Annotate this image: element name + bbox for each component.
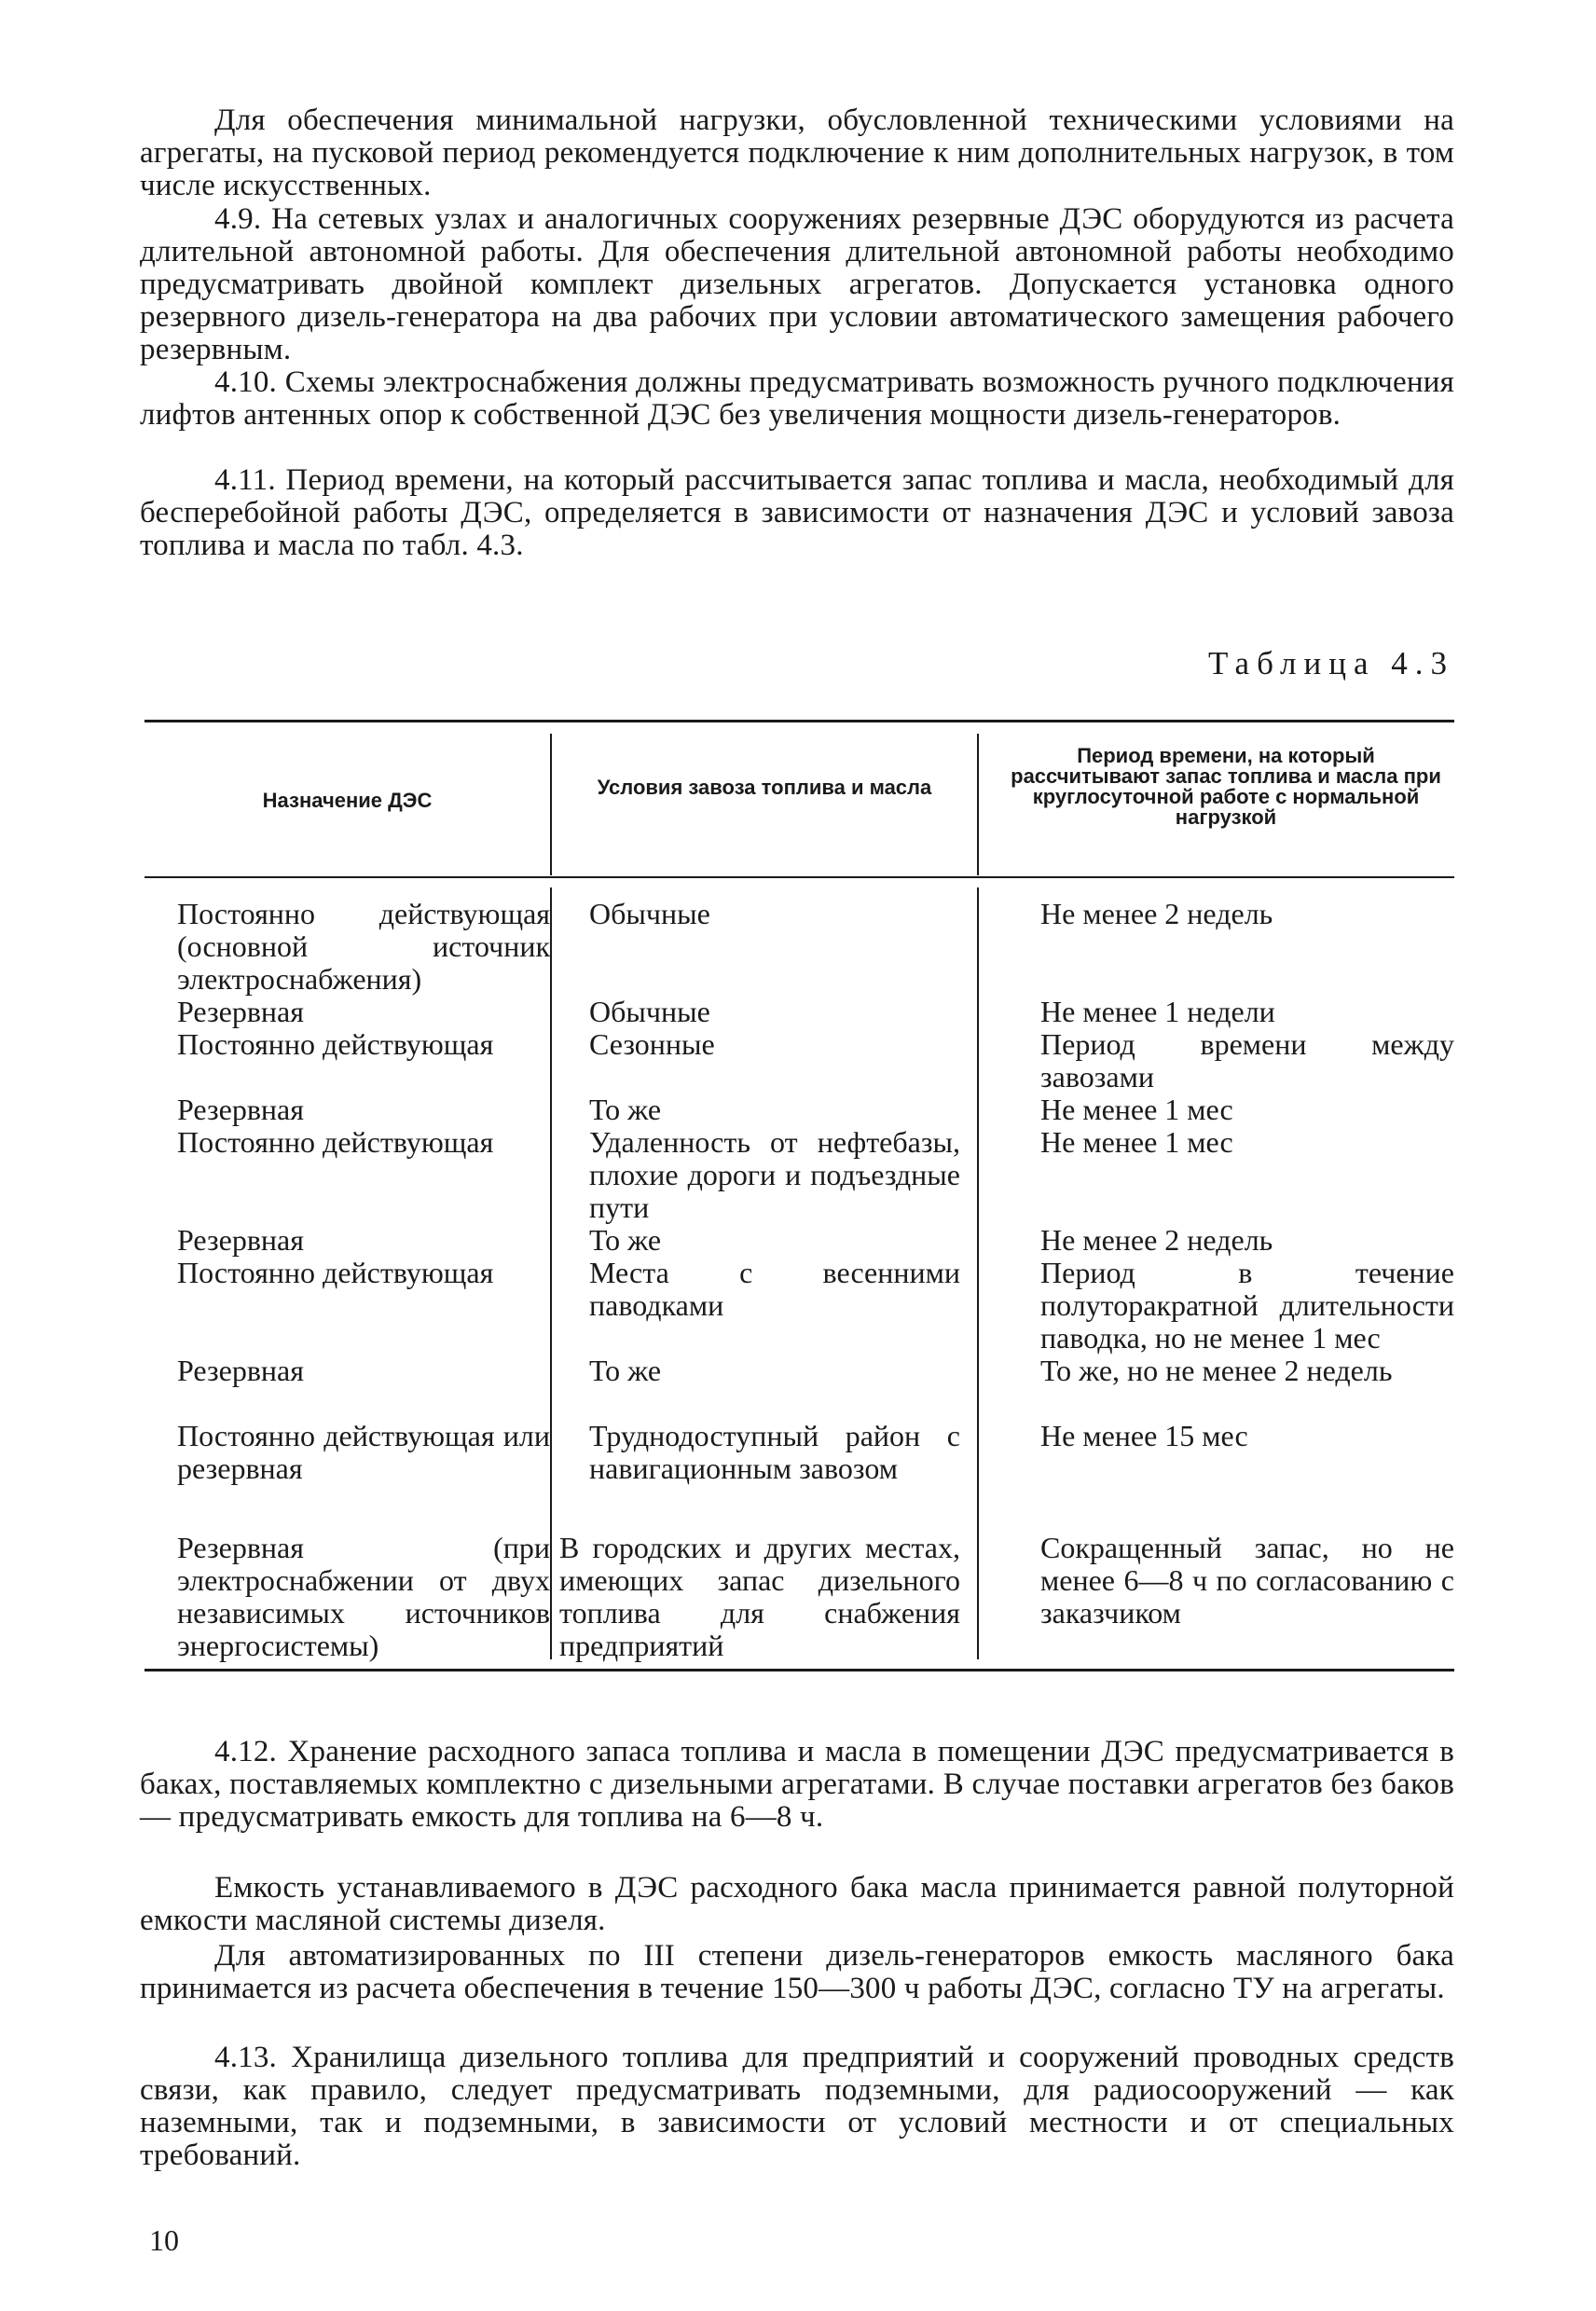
- table-cell-purpose: Резервная (при электроснабжении от двух независимых источников энергосистемы): [177, 1531, 550, 1662]
- table-cell-purpose: Резервная: [177, 995, 304, 1028]
- table-cell-period: То же, но не менее 2 недель: [1040, 1354, 1393, 1387]
- page-number: 10: [149, 2223, 179, 2257]
- table-cell-period: Не менее 2 недель: [1040, 1223, 1273, 1257]
- header-conditions: Условия завоза топлива и масла: [597, 776, 932, 799]
- table-header-rule: [144, 876, 1454, 878]
- paragraph-4-10: 4.10. Схемы электроснабжения должны предусматривать возможность ручного подключения лифтов антенных опор к собственной ДЭС без увеличения мощности дизель-генераторов.: [140, 365, 1454, 432]
- table-cell-period: Период времени между завозами: [1040, 1027, 1454, 1094]
- table-cell-conditions: То же: [589, 1093, 662, 1126]
- header-divider-2: [977, 734, 979, 875]
- table-cell-purpose: Постоянно действующая (основной источник электроснабжения): [177, 897, 550, 996]
- header-period: Период времени, на который рассчитывают запас топлива и масла при круглосуточной работе с нормальной нагрузкой: [1011, 744, 1441, 829]
- paragraph-4-12: 4.12. Хранение расходного запаса топлива и масла в помещении ДЭС предусматривается в баках, поставляемых комплектно с дизельными агрегатами. В случае поставки агрегатов без баков — предусматривать емкость для топлива на 6—8 ч.: [140, 1735, 1454, 1834]
- body-divider-2: [977, 887, 979, 1659]
- table-cell-conditions: Обычные: [589, 995, 710, 1028]
- table-cell-period: Не менее 1 мес: [1040, 1125, 1233, 1159]
- table-cell-conditions: Места с весенними паводками: [589, 1256, 960, 1322]
- table-cell-conditions: Сезонные: [589, 1027, 715, 1061]
- table-cell-period: Не менее 1 мес: [1040, 1093, 1233, 1126]
- table-cell-conditions: То же: [589, 1354, 662, 1387]
- table-cell-purpose: Постоянно действующая или резервная: [177, 1419, 550, 1485]
- body-divider-1: [550, 887, 552, 1659]
- table-cell-purpose: Резервная: [177, 1093, 304, 1126]
- header-purpose: Назначение ДЭС: [262, 789, 433, 812]
- table-cell-conditions: В городских и других местах, имеющих запас дизельного топлива для снабжения предприятий: [559, 1531, 960, 1662]
- table-cell-period: Сокращенный запас, но не менее 6—8 ч по согласованию с заказчиком: [1040, 1531, 1454, 1630]
- table-bottom-rule: [144, 1669, 1454, 1671]
- paragraph-4-9: 4.9. На сетевых узлах и аналогичных сооружениях резервные ДЭС оборудуются из расчета длительной автономной работы. Для обеспечения длительной автономной работы необходимо предусматривать двойной комплект дизельных агрегатов. Допускается установка одного резервного дизель-генератора на два рабочих при условии автоматического замещения рабочего резервным.: [140, 202, 1454, 366]
- table-cell-purpose: Постоянно действующая: [177, 1125, 494, 1159]
- table-cell-purpose: Резервная: [177, 1354, 304, 1387]
- table-cell-period: Не менее 1 недели: [1040, 995, 1275, 1028]
- table-cell-conditions: Удаленность от нефтебазы, плохие дороги и подъездные пути: [589, 1125, 960, 1224]
- paragraph-4-11: 4.11. Период времени, на который рассчитывается запас топлива и масла, необходимый для бесперебойной работы ДЭС, определяется в зависимости от назначения ДЭС и условий завоза топлива и масла по табл. 4.3.: [140, 463, 1454, 562]
- table-cell-purpose: Резервная: [177, 1223, 304, 1257]
- table-top-rule: [144, 720, 1454, 722]
- table-cell-period: Период в течение полуторакратной длительности паводка, но не менее 1 мес: [1040, 1256, 1454, 1355]
- header-divider-1: [550, 734, 552, 875]
- table-cell-period: Не менее 15 мес: [1040, 1419, 1248, 1452]
- table-cell-period: Не менее 2 недель: [1040, 897, 1273, 930]
- table-caption: Таблица 4.3: [1208, 645, 1454, 681]
- paragraph-min-load: Для обеспечения минимальной нагрузки, обусловленной техническими условиями на агрегаты, на пусковой период рекомендуется подключение к ним дополнительных нагрузок, в том числе искусственных.: [140, 103, 1454, 202]
- table-cell-purpose: Постоянно действующая: [177, 1027, 494, 1061]
- paragraph-automated-gensets: Для автоматизированных по III степени дизель-генераторов емкость масляного бака принимается из расчета обеспечения в течение 150—300 ч работы ДЭС, согласно ТУ на агрегаты.: [140, 1939, 1454, 2005]
- paragraph-4-13: 4.13. Хранилища дизельного топлива для предприятий и сооружений проводных средств связи, как правило, следует предусматривать подземными, для радиосооружений — как наземными, так и подземными, в зависимости от условий местности и от специальных требований.: [140, 2041, 1454, 2172]
- paragraph-tank-capacity: Емкость устанавливаемого в ДЭС расходного бака масла принимается равной полуторной емкости масляной системы дизеля.: [140, 1871, 1454, 1937]
- table-cell-conditions: То же: [589, 1223, 662, 1257]
- table-cell-conditions: Обычные: [589, 897, 710, 930]
- table-cell-conditions: Труднодоступный район с навигационным завозом: [589, 1419, 960, 1485]
- table-cell-purpose: Постоянно действующая: [177, 1256, 494, 1289]
